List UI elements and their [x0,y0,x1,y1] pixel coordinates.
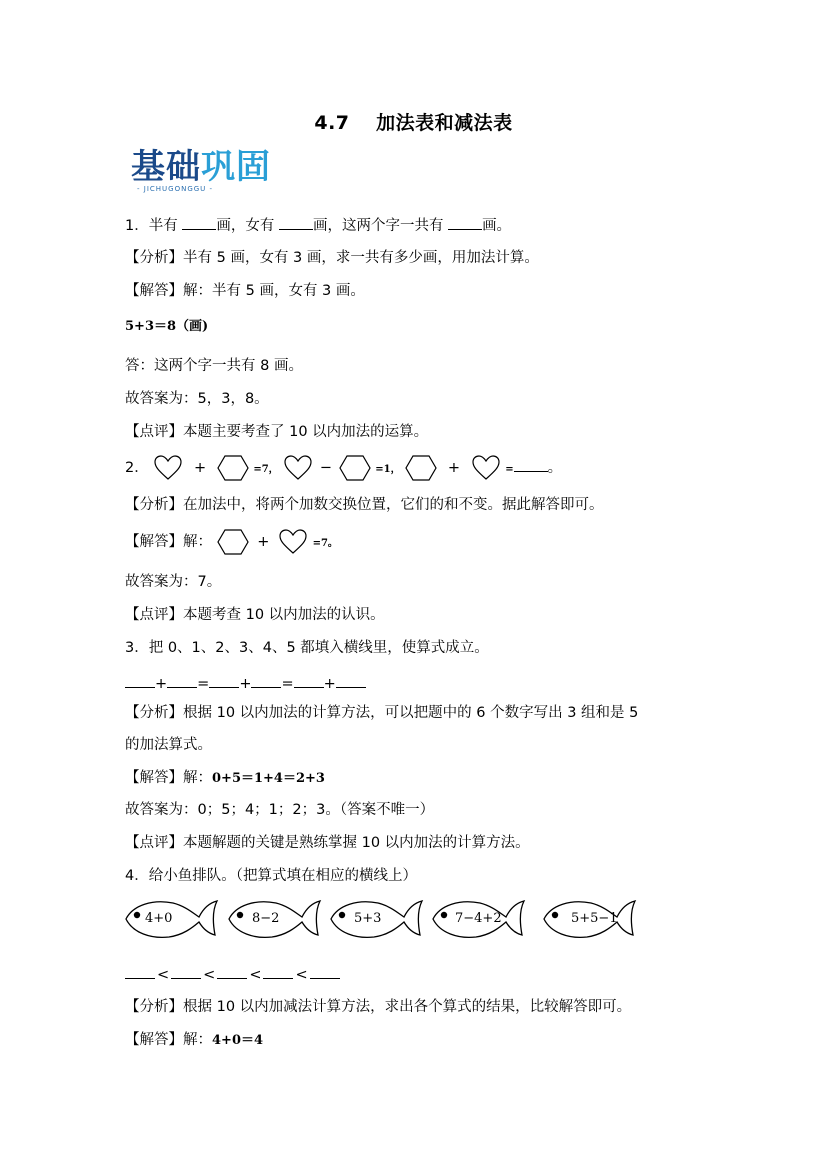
q3-question: 3．把 0、1、2、3、4、5 都填入横线里，使算式成立。 [125,640,489,656]
heart-icon [471,455,501,481]
hexagon-icon [217,455,249,481]
heart-icon [283,455,313,481]
fish-expression: 4+0 [145,911,173,926]
fish-card [541,895,637,943]
q4-blanks: < < < < [125,964,340,985]
q3-answer: 【解答】解：0+5＝1+4＝2+3 [125,770,325,786]
answer-blank[interactable] [294,673,324,688]
answer-blank[interactable] [125,673,155,688]
q2-final: 故答案为：7。 [125,574,222,590]
q4-answer: 【解答】解：4+0＝4 [125,1032,264,1048]
q2-answer: 【解答】解： + =7。 [125,528,338,558]
fish-card [226,895,322,943]
logo-text-a: 基础 [131,147,201,187]
answer-blank[interactable] [182,215,216,230]
q1-final: 故答案为：5，3，8。 [125,391,269,407]
q1-question: 1．半有 画，女有 画，这两个字一共有 画。 [125,215,511,236]
fish-card [328,895,424,943]
q1-equation: 5+3＝8（画) [125,319,209,334]
hexagon-icon [217,529,249,555]
answer-blank[interactable] [167,673,197,688]
logo-text-b: 巩固 [201,147,271,187]
answer-blank[interactable] [125,964,155,979]
fish-expression: 5+3 [354,911,382,926]
fish-card [123,895,219,943]
fish-card [430,895,526,943]
q3-blanks: + = + = + [125,673,366,694]
q4-analysis: 【分析】根据 10 以内加减法计算方法，求出各个算式的结果，比较解答即可。 [125,999,632,1015]
q2-analysis: 【分析】在加法中，将两个加数交换位置，它们的和不变。据此解答即可。 [125,497,604,513]
heart-icon [153,455,183,481]
q4-question: 4．给小鱼排队。（把算式填在相应的横线上） [125,868,417,884]
fish-expression: 5+5−1 [571,911,618,926]
q2-comment: 【点评】本题考查 10 以内加法的认识。 [125,607,385,623]
fish-expression: 8−2 [252,911,280,926]
answer-blank[interactable] [171,964,201,979]
answer-blank[interactable] [514,457,548,472]
hexagon-icon [339,455,371,481]
logo-subtitle: - JICHUGONGGU - [137,185,214,193]
answer-blank[interactable] [310,964,340,979]
page-title: 4.7 加法表和减法表 [314,112,513,134]
fish-expression: 7−4+2 [455,911,502,926]
q1-analysis: 【分析】半有 5 画，女有 3 画，求一共有多少画，用加法计算。 [125,250,539,266]
heart-icon [278,529,308,555]
answer-blank[interactable] [251,673,281,688]
fish-row [123,895,683,945]
answer-blank[interactable] [448,215,482,230]
hexagon-icon [405,455,437,481]
answer-blank[interactable] [336,673,366,688]
q1-conclusion: 答：这两个字一共有 8 画。 [125,358,303,374]
q1-answer: 【解答】解：半有 5 画，女有 3 画。 [125,283,365,299]
answer-blank[interactable] [209,673,239,688]
q1-comment: 【点评】本题主要考查了 10 以内加法的运算。 [125,424,429,440]
answer-blank[interactable] [217,964,247,979]
q3-analysis-1: 【分析】根据 10 以内加法的计算方法，可以把题中的 6 个数字写出 3 组和是 5 [125,705,639,721]
q3-analysis-2: 的加法算式。 [125,737,212,753]
answer-blank[interactable] [263,964,293,979]
q3-comment: 【点评】本题解题的关键是熟练掌握 10 以内加法的计算方法。 [125,835,530,851]
section-logo [127,147,277,195]
q2-question: 2． + =7， − =1， + = 。 [125,454,562,484]
answer-blank[interactable] [279,215,313,230]
q3-final: 故答案为：0；5；4；1；2；3。（答案不唯一） [125,802,435,818]
